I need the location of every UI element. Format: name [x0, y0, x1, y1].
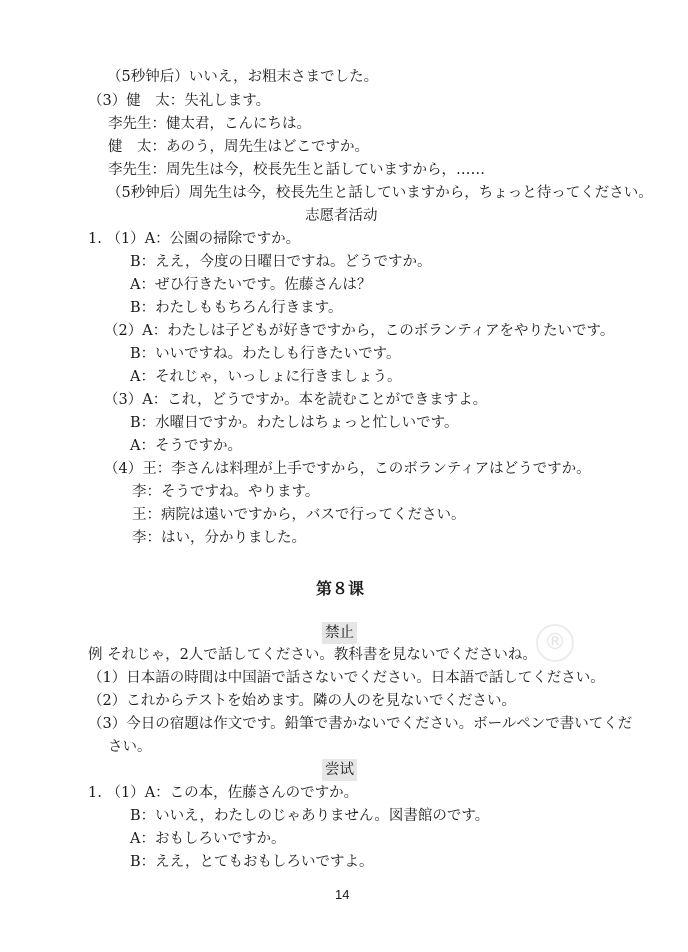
dialogue-line: [132, 481, 319, 503]
speaker-label: （5秒钟后）: [107, 69, 189, 85]
dialogue-text: 公園の掃除ですか。: [169, 231, 301, 247]
exercise-line: [88, 690, 516, 712]
dialogue-text: いいえ，お粗末さまでした。: [188, 69, 379, 85]
section-heading-try: 尝试: [322, 759, 357, 781]
speaker-label: 健 太：: [126, 93, 185, 109]
dialogue-text: 病院は遠いですから，バスで行ってください。: [161, 507, 466, 523]
dialogue-text: はい，分かりました。: [161, 530, 306, 546]
sentence-text: さい。: [108, 739, 152, 755]
speaker-label: A：: [142, 392, 168, 408]
speaker-label: A：: [142, 323, 168, 339]
dialogue-line: [108, 136, 369, 158]
example-line: [88, 644, 537, 666]
example-label: 例: [88, 647, 103, 663]
dialogue-line: [130, 851, 374, 873]
dialogue-text: いいですね。わたしも行きたいです。: [155, 346, 401, 362]
speaker-label: 健 太：: [108, 139, 166, 155]
speaker-label: 李先生：: [108, 116, 166, 132]
speaker-label: 王：: [132, 507, 161, 523]
dialogue-text: おもしろいですか。: [154, 831, 286, 847]
dialogue-text: それじゃ，いっしょに行きましょう。: [154, 369, 402, 385]
dialogue-text: そうですね。やります。: [161, 484, 320, 500]
dialogue-line: [130, 297, 343, 319]
section-heading-volunteer: 志愿者活动: [305, 208, 378, 224]
speaker-label: 李：: [132, 530, 161, 546]
exercise-line-continued: [108, 736, 152, 758]
speaker-label: A：: [144, 785, 170, 801]
speaker-label: 王：: [142, 461, 172, 477]
speaker-label: A：: [130, 369, 155, 385]
dialogue-line: [130, 366, 401, 388]
dialogue-text: いいえ，わたしのじゃありません。図書館のです。: [155, 808, 490, 824]
dialogue-text: わたしは子どもが好きですから，このボランティアをやりたいです。: [167, 323, 615, 339]
speaker-label: （5秒钟后）: [107, 185, 189, 201]
dialogue-line: [130, 274, 371, 296]
dialogue-text: これ，どうですか。本を読むことができますよ。: [167, 392, 488, 408]
dialogue-text: 水曜日ですか。わたしはちょっと忙しいです。: [155, 415, 459, 431]
sentence-text: 日本語の時間は中国語で話さないでください。日本語で話してください。: [126, 670, 605, 686]
speaker-label: B：: [130, 808, 156, 824]
section-heading-prohibit: 禁止: [322, 622, 357, 644]
speaker-label: A：: [130, 438, 155, 454]
sentence-text: 今日の宿題は作文です。鉛筆で書かないでください。ボールペンで書いてくだ: [126, 716, 633, 732]
page-number: 14: [335, 887, 350, 902]
item-number: （1）: [88, 670, 127, 686]
dialogue-text: ええ，とてもおもしろいですよ。: [155, 854, 374, 870]
dialogue-text: 周先生は今，校長先生と話していますから，ちょっと待ってください。: [188, 185, 653, 201]
dialogue-line: [104, 389, 487, 411]
dialogue-line: [88, 782, 358, 804]
speaker-label: B：: [130, 854, 156, 870]
exercise-line: [88, 667, 605, 689]
dialogue-line: [88, 228, 300, 250]
sub-number: （3）: [104, 392, 143, 408]
lesson-title: 第８课: [316, 579, 365, 598]
sentence-text: それじゃ，2人で話してください。教科書を見ないでくださいね。: [107, 647, 537, 663]
speaker-label: B：: [130, 415, 156, 431]
sub-number: （4）: [104, 461, 143, 477]
item-number: 1.: [88, 785, 102, 801]
sub-number: （1）: [106, 785, 145, 801]
item-number: （3）: [88, 93, 127, 109]
exercise-line: [88, 713, 632, 735]
sub-number: （1）: [106, 231, 145, 247]
dialogue-text: あのう，周先生はどこですか。: [166, 139, 369, 155]
speaker-label: A：: [130, 277, 155, 293]
dialogue-text: わたしももちろん行きます。: [155, 300, 343, 316]
sub-number: （2）: [104, 323, 143, 339]
item-number: （2）: [88, 693, 127, 709]
dialogue-line: [108, 113, 311, 135]
dialogue-text: 李さんは料理が上手ですから，このボランティアはどうですか。: [171, 461, 591, 477]
dialogue-line: [88, 90, 270, 112]
speaker-label: A：: [144, 231, 170, 247]
speaker-label: B：: [130, 300, 156, 316]
dialogue-line: [130, 435, 242, 457]
sentence-text: これからテストを始めます。隣の人のを見ないでください。: [126, 693, 516, 709]
item-number: 1.: [88, 231, 102, 247]
dialogue-line: [107, 182, 653, 204]
dialogue-text: そうですか。: [154, 438, 242, 454]
dialogue-text: この本，佐藤さんのですか。: [169, 785, 359, 801]
speaker-label: 李：: [132, 484, 161, 500]
dialogue-line: [130, 412, 459, 434]
dialogue-text: 失礼します。: [184, 93, 271, 109]
dialogue-line: [132, 504, 466, 526]
dialogue-line: [130, 828, 285, 850]
dialogue-line: [107, 66, 378, 88]
dialogue-line: [132, 527, 306, 549]
dialogue-text: ぜひ行きたいです。佐藤さんは？: [154, 277, 372, 293]
item-number: （3）: [88, 716, 127, 732]
dialogue-line: [104, 320, 614, 342]
dialogue-line: [130, 805, 489, 827]
dialogue-text: 健太君，こんにちは。: [166, 116, 311, 132]
dialogue-text: 周先生は今，校長先生と話していますから，……: [166, 162, 485, 178]
dialogue-line: [108, 159, 485, 181]
speaker-label: 李先生：: [108, 162, 166, 178]
dialogue-line: [104, 458, 591, 480]
registered-watermark-icon: ®: [536, 624, 574, 662]
dialogue-line: [130, 343, 401, 365]
speaker-label: B：: [130, 254, 156, 270]
speaker-label: A：: [130, 831, 155, 847]
dialogue-line: [130, 251, 432, 273]
dialogue-text: ええ，今度の日曜日ですね。どうですか。: [155, 254, 432, 270]
speaker-label: B：: [130, 346, 156, 362]
